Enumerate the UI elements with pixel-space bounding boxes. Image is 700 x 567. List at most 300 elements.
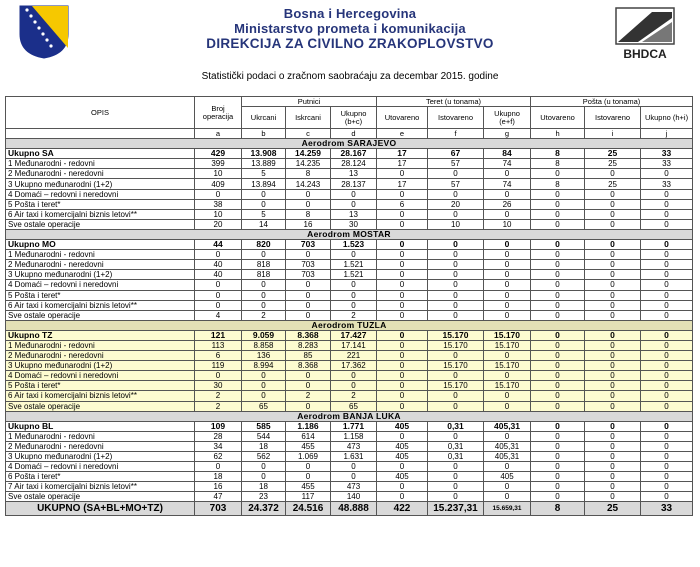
table-cell: 15.170: [484, 330, 531, 340]
table-cell: 0: [428, 169, 484, 179]
table-cell: 0: [377, 381, 428, 391]
table-cell: 0: [585, 290, 641, 300]
col-header-utovareno-posta: Utovareno: [531, 107, 585, 129]
table-cell: 0: [641, 492, 693, 502]
table-cell: 0: [585, 270, 641, 280]
row-label: 4 Domaći – redovni i neredovni: [6, 371, 195, 381]
table-cell: 0: [531, 401, 585, 411]
table-cell: 0: [242, 371, 286, 381]
table-cell: 0: [428, 492, 484, 502]
table-cell: 0: [585, 260, 641, 270]
table-cell: 0: [377, 219, 428, 229]
table-cell: 15.170: [428, 381, 484, 391]
airport-header-row: [6, 320, 693, 330]
table-row: [6, 391, 693, 401]
airport-total-row: [6, 421, 693, 431]
table-cell: 84: [484, 149, 531, 159]
table-body: [6, 139, 693, 516]
column-letter: g: [484, 129, 531, 139]
table-cell: 0: [286, 300, 331, 310]
col-header-ukupno-ef: Ukupno (e+f): [484, 107, 531, 129]
table-cell: 136: [242, 351, 286, 361]
table-cell: 15.170: [484, 340, 531, 350]
column-letter: b: [242, 129, 286, 139]
table-cell: 0: [641, 340, 693, 350]
table-cell: 0: [286, 290, 331, 300]
table-cell: 0: [286, 280, 331, 290]
table-cell: 13.889: [242, 159, 286, 169]
table-cell: 65: [331, 401, 377, 411]
table-cell: 38: [195, 199, 242, 209]
table-cell: 703: [286, 260, 331, 270]
table-cell: 0: [377, 391, 428, 401]
table-cell: 399: [195, 159, 242, 169]
table-cell: 0: [531, 381, 585, 391]
table-cell: 8.858: [242, 340, 286, 350]
table-cell: 0: [484, 482, 531, 492]
ministry-name: Ministarstvo prometa i komunikacija: [234, 21, 466, 36]
table-cell: 0: [242, 391, 286, 401]
table-cell: 1.186: [286, 421, 331, 431]
table-cell: 17: [377, 179, 428, 189]
table-row: [6, 290, 693, 300]
row-label: 6 Air taxi i komercijalni biznis letovi**: [6, 391, 195, 401]
table-cell: 0: [195, 300, 242, 310]
table-cell: 0: [531, 199, 585, 209]
table-cell: 0: [531, 361, 585, 371]
table-row: [6, 462, 693, 472]
table-cell: 0: [641, 199, 693, 209]
table-cell: 0: [484, 240, 531, 250]
table-cell: 0: [377, 209, 428, 219]
table-cell: 14.259: [286, 149, 331, 159]
table-cell: 5: [242, 169, 286, 179]
col-header-opis: OPIS: [6, 97, 195, 129]
table-cell: 121: [195, 330, 242, 340]
table-cell: 0: [585, 381, 641, 391]
table-cell: 33: [641, 159, 693, 169]
table-cell: 74: [484, 179, 531, 189]
table-cell: 0: [377, 371, 428, 381]
column-letter: e: [377, 129, 428, 139]
table-cell: 18: [195, 472, 242, 482]
table-cell: 17.141: [331, 340, 377, 350]
table-cell: 0: [428, 482, 484, 492]
table-cell: 0: [484, 290, 531, 300]
table-cell: 0: [531, 270, 585, 280]
table-cell: 0: [585, 482, 641, 492]
table-cell: 140: [331, 492, 377, 502]
table-cell: 0: [531, 310, 585, 320]
table-cell: 0: [377, 169, 428, 179]
table-cell: 405,31: [484, 441, 531, 451]
table-cell: 0: [641, 290, 693, 300]
table-cell: 0: [195, 280, 242, 290]
country-name: Bosna i Hercegovina: [283, 6, 417, 21]
table-cell: 18: [242, 482, 286, 492]
table-cell: 0: [641, 260, 693, 270]
table-cell: 0: [428, 209, 484, 219]
table-cell: 8.994: [242, 361, 286, 371]
table-cell: 15.170: [428, 330, 484, 340]
table-cell: 16: [286, 219, 331, 229]
table-cell: 0: [242, 290, 286, 300]
table-cell: 0: [484, 250, 531, 260]
table-row: [6, 441, 693, 451]
table-cell: 0: [428, 371, 484, 381]
table-cell: 0: [585, 280, 641, 290]
table-cell: 5: [242, 209, 286, 219]
column-letter: j: [641, 129, 693, 139]
table-cell: 0: [331, 290, 377, 300]
header-row-groups: [6, 97, 693, 107]
table-cell: 562: [242, 452, 286, 462]
table-cell: 0,31: [428, 452, 484, 462]
table-cell: 0: [195, 250, 242, 260]
table-cell: 455: [286, 482, 331, 492]
table-cell: 0: [484, 260, 531, 270]
grand-total-label: UKUPNO (SA+BL+MO+TZ): [6, 502, 195, 516]
row-label: Ukupno SA: [6, 149, 195, 159]
table-cell: 1.069: [286, 452, 331, 462]
table-row: [6, 260, 693, 270]
table-cell: 0: [531, 371, 585, 381]
table-cell: 0: [484, 401, 531, 411]
table-cell: 405,31: [484, 452, 531, 462]
table-cell: 0: [585, 340, 641, 350]
row-label: 4 Domaći – redovni i neredovni: [6, 280, 195, 290]
table-cell: 0: [428, 431, 484, 441]
table-cell: 33: [641, 149, 693, 159]
table-cell: 405: [377, 441, 428, 451]
table-cell: 40: [195, 270, 242, 280]
table-cell: 117: [286, 492, 331, 502]
row-label: Ukupno TZ: [6, 330, 195, 340]
grand-total-cell: 15.237,31: [428, 502, 484, 516]
table-cell: 0: [585, 351, 641, 361]
table-cell: 0: [377, 330, 428, 340]
table-cell: 455: [286, 441, 331, 451]
row-label: 1 Međunarodni - redovni: [6, 340, 195, 350]
table-cell: 57: [428, 159, 484, 169]
table-cell: 0: [286, 401, 331, 411]
row-label: Sve ostale operacije: [6, 219, 195, 229]
table-cell: 221: [331, 351, 377, 361]
row-label: 4 Domaći – redovni i neredovni: [6, 189, 195, 199]
table-cell: 6: [195, 351, 242, 361]
table-cell: 0: [377, 361, 428, 371]
table-cell: 0: [377, 189, 428, 199]
table-cell: 0: [286, 199, 331, 209]
grand-total-cell: 703: [195, 502, 242, 516]
table-cell: 0: [641, 482, 693, 492]
table-cell: 0: [641, 361, 693, 371]
table-cell: 0: [377, 401, 428, 411]
table-cell: 0: [585, 189, 641, 199]
table-row: [6, 250, 693, 260]
table-cell: 0: [331, 250, 377, 260]
table-cell: 473: [331, 441, 377, 451]
row-label: 1 Međunarodni - redovni: [6, 250, 195, 260]
table-cell: 0: [484, 351, 531, 361]
table-cell: 0: [242, 250, 286, 260]
column-letter: h: [531, 129, 585, 139]
airport-total-row: [6, 330, 693, 340]
table-cell: 0: [641, 240, 693, 250]
table-cell: 0: [531, 482, 585, 492]
report-subtitle: Statistički podaci o zračnom saobraćaju za decembar 2015. godine: [201, 71, 499, 82]
table-cell: 0: [377, 340, 428, 350]
table-cell: 1.521: [331, 260, 377, 270]
row-label: 1 Međunarodni - redovni: [6, 159, 195, 169]
table-cell: 8.368: [286, 361, 331, 371]
table-cell: 0: [641, 330, 693, 340]
table-cell: 0: [377, 462, 428, 472]
table-cell: 0: [484, 300, 531, 310]
table-row: [6, 401, 693, 411]
table-cell: 0: [377, 351, 428, 361]
table-cell: 0: [641, 462, 693, 472]
table-cell: 14: [242, 219, 286, 229]
row-label: 2 Međunarodni - neredovni: [6, 169, 195, 179]
table-cell: 0: [531, 290, 585, 300]
table-cell: 0: [377, 431, 428, 441]
table-cell: 0: [641, 431, 693, 441]
table-cell: 0: [286, 462, 331, 472]
table-cell: 0: [484, 280, 531, 290]
table-cell: 0: [585, 300, 641, 310]
table-cell: 85: [286, 351, 331, 361]
table-cell: 614: [286, 431, 331, 441]
airport-name: Aerodrom TUZLA: [6, 320, 693, 330]
table-row: [6, 169, 693, 179]
table-cell: 1.521: [331, 270, 377, 280]
row-label: 5 Pošta i teret*: [6, 381, 195, 391]
table-row: [6, 179, 693, 189]
row-label: 4 Domaći – redovni i neredovni: [6, 462, 195, 472]
row-label: 2 Međunarodni - neredovni: [6, 441, 195, 451]
table-cell: 74: [484, 159, 531, 169]
table-cell: 8.283: [286, 340, 331, 350]
table-cell: 0: [531, 280, 585, 290]
row-label: 6 Air taxi i komercijalni biznis letovi**: [6, 209, 195, 219]
table-cell: 405: [377, 452, 428, 462]
table-cell: 23: [242, 492, 286, 502]
table-cell: 0: [641, 219, 693, 229]
column-letter: d: [331, 129, 377, 139]
col-header-ukrcani: Ukrcani: [242, 107, 286, 129]
airport-name: Aerodrom MOSTAR: [6, 229, 693, 239]
table-cell: 0: [331, 381, 377, 391]
airport-total-row: [6, 149, 693, 159]
table-cell: 44: [195, 240, 242, 250]
row-label: Sve ostale operacije: [6, 310, 195, 320]
table-cell: 0: [585, 421, 641, 431]
table-cell: 4: [195, 310, 242, 320]
table-cell: 0: [585, 250, 641, 260]
table-cell: 15.170: [484, 381, 531, 391]
column-letter: c: [286, 129, 331, 139]
table-cell: 47: [195, 492, 242, 502]
table-row: [6, 189, 693, 199]
row-label: Sve ostale operacije: [6, 401, 195, 411]
table-cell: 0: [585, 310, 641, 320]
table-cell: 405,31: [484, 421, 531, 431]
table-cell: 0: [242, 189, 286, 199]
table-cell: 405: [377, 421, 428, 431]
table-cell: 0: [585, 452, 641, 462]
table-cell: 0: [641, 300, 693, 310]
column-letter: f: [428, 129, 484, 139]
table-cell: 28: [195, 431, 242, 441]
table-cell: 20: [195, 219, 242, 229]
table-cell: 0: [585, 169, 641, 179]
table-cell: 0: [531, 431, 585, 441]
table-cell: 15.170: [484, 361, 531, 371]
table-row: [6, 472, 693, 482]
directorate-name: DIREKCIJA ZA CIVILNO ZRAKOPLOVSTVO: [206, 36, 494, 51]
table-cell: 0: [428, 270, 484, 280]
table-cell: 409: [195, 179, 242, 189]
row-label: 1 Međunarodni - redovni: [6, 431, 195, 441]
table-cell: 0: [428, 240, 484, 250]
table-row: [6, 340, 693, 350]
table-cell: 0: [195, 462, 242, 472]
table-cell: 0: [531, 260, 585, 270]
table-cell: 0: [428, 401, 484, 411]
table-cell: 2: [331, 391, 377, 401]
col-header-teret: Teret (u tonama): [377, 97, 531, 107]
row-label: 6 Pošta i teret*: [6, 472, 195, 482]
table-cell: 17.427: [331, 330, 377, 340]
table-cell: 9.059: [242, 330, 286, 340]
table-cell: 13: [331, 169, 377, 179]
table-cell: 2: [195, 391, 242, 401]
table-cell: 0: [531, 340, 585, 350]
table-cell: 1.771: [331, 421, 377, 431]
table-cell: 15.170: [428, 361, 484, 371]
table-cell: 0: [428, 300, 484, 310]
title-block: [150, 6, 550, 52]
table-cell: 544: [242, 431, 286, 441]
table-cell: 0: [531, 351, 585, 361]
table-cell: 0: [331, 199, 377, 209]
table-cell: 1.631: [331, 452, 377, 462]
table-cell: 0: [531, 462, 585, 472]
table-cell: 10: [195, 209, 242, 219]
table-cell: 0: [377, 260, 428, 270]
table-cell: 8: [531, 179, 585, 189]
col-header-ukupno-bc: Ukupno (b+c): [331, 107, 377, 129]
table-cell: 10: [484, 219, 531, 229]
table-cell: 0: [428, 391, 484, 401]
row-label: 5 Pošta i teret*: [6, 290, 195, 300]
table-cell: 0: [641, 280, 693, 290]
table-cell: 405: [377, 472, 428, 482]
table-cell: 0: [641, 391, 693, 401]
table-cell: 28.124: [331, 159, 377, 169]
table-row: [6, 452, 693, 462]
table-cell: 65: [242, 401, 286, 411]
table-cell: 0: [585, 330, 641, 340]
table-cell: 2: [195, 401, 242, 411]
grand-total-cell: 24.372: [242, 502, 286, 516]
table-cell: 28.167: [331, 149, 377, 159]
table-cell: 0: [484, 391, 531, 401]
table-row: [6, 371, 693, 381]
col-header-posta: Pošta (u tonama): [531, 97, 693, 107]
table-cell: 585: [242, 421, 286, 431]
table-row: [6, 482, 693, 492]
table-cell: 13.908: [242, 149, 286, 159]
table-cell: 0: [428, 250, 484, 260]
table-cell: 0: [286, 189, 331, 199]
table-row: [6, 351, 693, 361]
table-cell: 703: [286, 270, 331, 280]
table-cell: 0: [377, 290, 428, 300]
table-cell: 57: [428, 179, 484, 189]
table-cell: 0: [531, 250, 585, 260]
table-cell: 820: [242, 240, 286, 250]
table-cell: 0: [641, 250, 693, 260]
table-cell: 0: [641, 169, 693, 179]
table-cell: 0: [585, 371, 641, 381]
col-header-istovareno: Istovareno: [428, 107, 484, 129]
table-cell: 0: [531, 189, 585, 199]
table-cell: 0: [641, 441, 693, 451]
table-cell: 0: [377, 240, 428, 250]
table-cell: 0: [531, 421, 585, 431]
row-label: 6 Air taxi i komercijalni biznis letovi**: [6, 300, 195, 310]
table-cell: 0: [585, 441, 641, 451]
table-cell: 0: [641, 351, 693, 361]
table-cell: 0: [428, 280, 484, 290]
table-cell: 0: [377, 300, 428, 310]
table-cell: 6: [377, 199, 428, 209]
table-cell: 15.170: [428, 340, 484, 350]
row-label: 3 Ukupno međunarodni (1+2): [6, 179, 195, 189]
table-cell: 8.368: [286, 330, 331, 340]
grand-total-cell: 25: [585, 502, 641, 516]
row-label: 2 Međunarodni - neredovni: [6, 260, 195, 270]
grand-total-cell: 48.888: [331, 502, 377, 516]
table-cell: 0: [286, 472, 331, 482]
table-cell: 0: [484, 209, 531, 219]
table-cell: 0: [484, 462, 531, 472]
table-cell: 30: [195, 381, 242, 391]
document-header: [0, 0, 700, 66]
table-cell: 0: [242, 300, 286, 310]
table-cell: 0: [585, 462, 641, 472]
table-row: [6, 219, 693, 229]
table-cell: 17.362: [331, 361, 377, 371]
table-cell: 818: [242, 260, 286, 270]
table-row: [6, 209, 693, 219]
table-cell: 0: [531, 391, 585, 401]
table-cell: 0: [377, 250, 428, 260]
row-label: 3 Ukupno međunarodni (1+2): [6, 270, 195, 280]
table-cell: 405: [484, 472, 531, 482]
table-cell: 17: [377, 149, 428, 159]
table-cell: 0: [531, 219, 585, 229]
airport-header-row: [6, 411, 693, 421]
table-cell: 17: [377, 159, 428, 169]
table-cell: 0: [195, 371, 242, 381]
table-cell: 0: [195, 189, 242, 199]
table-cell: 33: [641, 179, 693, 189]
table-cell: 0: [641, 421, 693, 431]
table-row: [6, 199, 693, 209]
